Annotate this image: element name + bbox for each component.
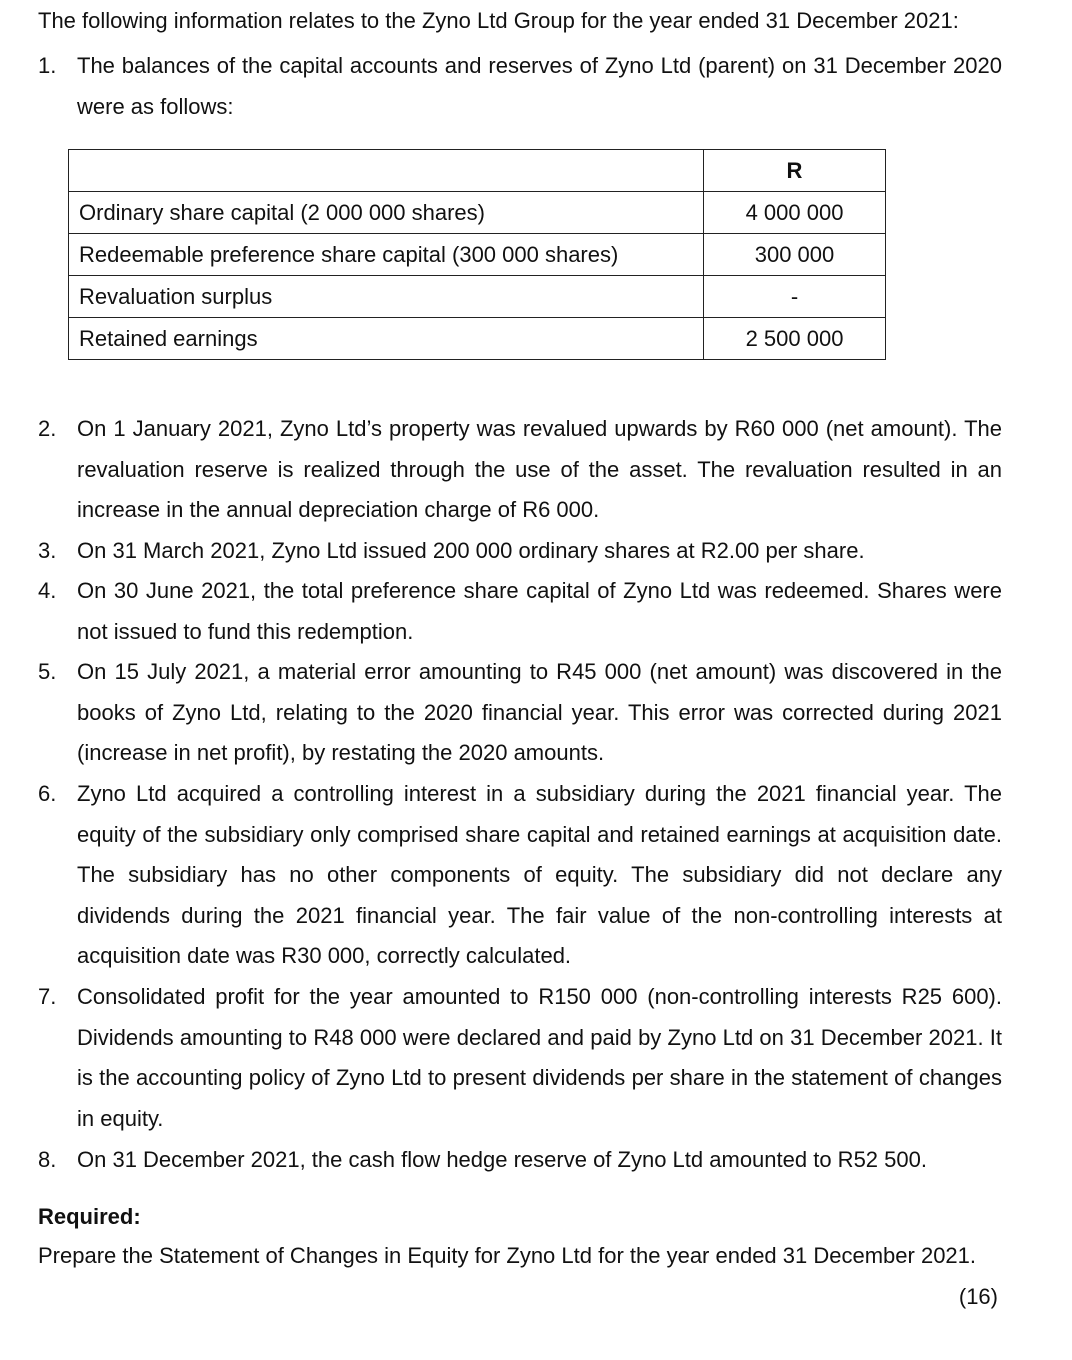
required-text: Prepare the Statement of Changes in Equity for Zyno Ltd for the year ended 31 December 2021.: [38, 1243, 977, 1268]
row-value: 300 000: [704, 234, 886, 276]
item-number: 4.: [38, 578, 57, 603]
item-text: On 31 December 2021, the cash flow hedge reserve of Zyno Ltd amounted to R52 500.: [77, 1147, 927, 1172]
item-number: 8.: [38, 1147, 57, 1172]
item-text: On 31 March 2021, Zyno Ltd issued 200 000 ordinary shares at R2.00 per share.: [77, 538, 865, 563]
marks-allocation: (16): [958, 1284, 998, 1309]
required-heading: Required:: [38, 1204, 141, 1229]
row-value: 4 000 000: [704, 192, 886, 234]
item-text: Zyno Ltd acquired a controlling interest in a subsidiary during the 2021 financial year. The equity of the subsidiary only comprised share capital and retained earnings at acquisition date. The subsidiary has no other components of equity. The subsidiary did not declare any dividends during the 2021 financial year. The fair value of the non-controlling interests at acquisition date was R30 000, correctly calculated.: [77, 781, 1002, 968]
item-text: The balances of the capital accounts and reserves of Zyno Ltd (parent) on 31 December 2020 were as follows:: [77, 53, 1002, 119]
row-label: Redeemable preference share capital (300 000 shares): [69, 234, 704, 276]
row-value: -: [704, 276, 886, 318]
table-row: [69, 234, 886, 276]
item-number: 3.: [38, 538, 57, 563]
item-number: 7.: [38, 984, 57, 1009]
table-row: [69, 276, 886, 318]
table-header-label: [69, 150, 704, 192]
item-number: 1.: [38, 53, 57, 78]
item-text: On 30 June 2021, the total preference share capital of Zyno Ltd was redeemed. Shares were not issued to fund this redemption.: [77, 578, 1002, 644]
item-text: On 15 July 2021, a material error amounting to R45 000 (net amount) was discovered in the books of Zyno Ltd, relating to the 2020 financial year. This error was corrected during 2021 (increase in net profit), by restating the 2020 amounts.: [77, 659, 1002, 765]
row-value: 2 500 000: [704, 318, 886, 360]
item-text: On 1 January 2021, Zyno Ltd’s property was revalued upwards by R60 000 (net amount). The revaluation reserve is realized through the use of the asset. The revaluation resulted in an increase in the annual depreciation charge of R6 000.: [77, 416, 1002, 522]
table-header-row: [69, 150, 886, 192]
item-text: Consolidated profit for the year amounted to R150 000 (non-controlling interests R25 600). Dividends amounting to R48 000 were declared and paid by Zyno Ltd on 31 December 2021. It is the accounting policy of Zyno Ltd to present dividends per share in the statement of changes in equity.: [77, 984, 1002, 1131]
intro-text: The following information relates to the Zyno Ltd Group for the year ended 31 December 2021:: [38, 8, 959, 33]
row-label: Revaluation surplus: [69, 276, 704, 318]
item-number: 2.: [38, 416, 57, 441]
table-row: [69, 318, 886, 360]
row-label: Retained earnings: [69, 318, 704, 360]
row-label: Ordinary share capital (2 000 000 shares): [69, 192, 704, 234]
table-header-currency: R: [704, 150, 886, 192]
item-number: 6.: [38, 781, 57, 806]
item-number: 5.: [38, 659, 57, 684]
balances-table: [68, 149, 886, 360]
table-row: [69, 192, 886, 234]
